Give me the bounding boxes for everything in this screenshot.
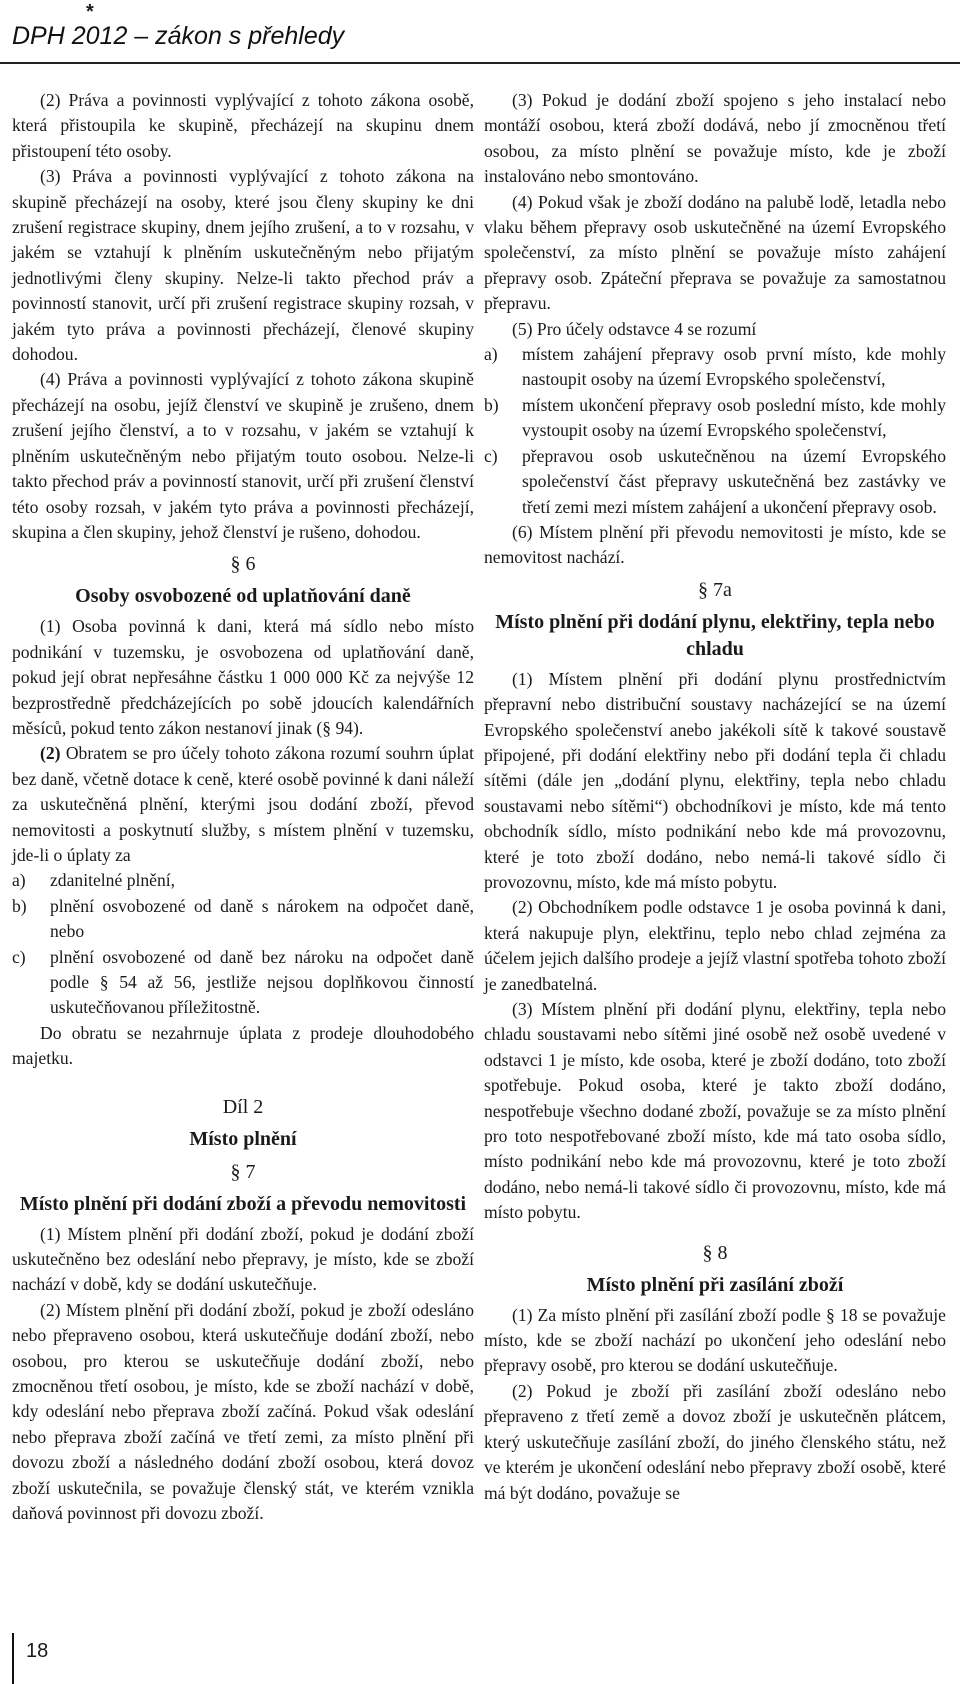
part-title: Místo plnění bbox=[189, 1127, 297, 1150]
paragraph: (2) Pokud je zboží při zasílání zboží odesláno nebo přepraveno z třetí země a dovoz zboží je uskutečněn plátcem, který uskutečňuje zasílání zboží, do jiného členského státu, než ve kterém je ukončení odeslání nebo přepravy zboží osobě, které má být dodáno, považuje se bbox=[484, 1380, 946, 1503]
list-label: c) bbox=[484, 445, 498, 466]
list-label: a) bbox=[12, 870, 26, 891]
page-header bbox=[0, 0, 960, 60]
section-heading: Osoby osvobozené od uplatňování daně bbox=[75, 585, 411, 608]
section-heading: Místo plnění při zasílání zboží bbox=[586, 1273, 844, 1296]
list-item bbox=[12, 945, 474, 1021]
paragraph: (1) Místem plnění při dodání zboží, pokud je dodání zboží uskutečněno bez odeslání nebo přepravy, je místo, kde se zboží nachází v době, kdy se dodání uskutečňuje. bbox=[12, 1223, 474, 1295]
list-label: b) bbox=[484, 394, 499, 415]
section-heading: Místo plnění při dodání zboží a převodu nemovitosti bbox=[19, 1192, 467, 1215]
paragraph: (5) Pro účely odstavce 4 se rozumí bbox=[512, 318, 757, 339]
paragraph: (4) Pokud však je zboží dodáno na palubě lodě, letadla nebo vlaku během přepravy osob uskutečněné na území Evropského společenství, za místo plnění se považuje místo zahájení přepravy osob. Zpáteční přeprava se považuje za samostatnou přepravu. bbox=[484, 191, 946, 314]
list-text: plnění osvobozené od daně s nárokem na odpočet daně, nebo bbox=[50, 895, 474, 942]
paragraph: (1) Za místo plnění při zasílání zboží podle § 18 se považuje místo, kde se zboží nachází po ukončení jeho odeslání nebo přepravy osobě, pro kterou se dodání uskutečňuje. bbox=[484, 1304, 946, 1376]
paragraph: (1) Osoba povinná k dani, která má sídlo nebo místo podnikání v tuzemsku, je osvobozena od uplatňování daně, pokud její obrat nepřesáhne částku 1 000 000 Kč za nejvýše 12 bezprostředně předcházejících po sobě jdoucích kalendářních měsíců, pokud tento zákon nestanoví jinak (§ 94). bbox=[12, 616, 474, 738]
paragraph: (1) Místem plnění při dodání plynu prostřednictvím přepravní nebo distribuční soustavy nacházející se na území Evropského společenství anebo jakékoli sítě k takové soustavě připojené, při dodání elektřiny nebo při dodání tepla či chladu sítěmi (dále jen „dodání plynu, elektřiny, tepla nebo chladu soustavami nebo sítěmi“) obchodníkovi je místo, kde má tento obchodník sídlo, místo podnikání nebo kde má provozovnu, které je toto zboží dodáno, nebo nemá-li takové sídlo či provozovnu, místo, kde má místo pobytu. bbox=[484, 668, 946, 892]
list-text: zdanitelné plnění, bbox=[50, 870, 176, 891]
section-number: § 6 bbox=[230, 553, 256, 576]
paragraph-text: Obratem se pro účely tohoto zákona rozumí souhrn úplat bez daně, včetně dotace k ceně, které osobě povinné k dani náleží za uskutečněná plnění, kterými jsou dodání zboží, převod nemovitosti a poskytnutí služby, s místem plnění v tuzemsku, jde-li o úplaty za bbox=[12, 743, 474, 865]
page-number: 18 bbox=[26, 1640, 49, 1662]
paragraph: (2) Místem plnění při dodání zboží, pokud je zboží odesláno nebo přepraveno osobou, která uskutečňuje dodání zboží, nebo osobou, pro kterou se uskutečňuje dodání zboží, nebo zmocněnou třetí osobou, je místo, kde se zboží nachází v době, kdy odeslání nebo přeprava zboží začíná. Pokud však odeslání nebo přeprava zboží začíná ve třetí zemi, za místo plnění při dovozu zboží a následného dodání zboží osobou, která dovoz zboží uskutečnila, se považuje členský stát, ve kterém vznikla daňová povinnost při dovozu zboží. bbox=[12, 1299, 474, 1524]
footer-rule bbox=[12, 1633, 14, 1684]
paragraph: (4) Práva a povinnosti vyplývající z tohoto zákona skupině přecházejí na osobu, jejíž členství ve skupině je zrušeno, dnem zrušení jejího členství, a to v rozsahu, v jakém se vztahují k plněním uskutečněným nebo přijatým touto osobou. Nelze-li takto přechod práv a povinností stanovit, určí při zrušení členství této osoby rozsah, v jakém tyto práva a povinnosti přecházejí, skupina a člen skupiny, jehož členství je rušeno, dohodou. bbox=[12, 369, 474, 542]
paragraph: (2) Obchodníkem podle odstavce 1 je osoba povinná k dani, která nakupuje plyn, elektřinu, teplo nebo chlad zejména za účelem jejich dalšího prodeje a jejíž vlastní spotřeba tohoto zboží je zanedbatelná. bbox=[484, 897, 946, 994]
paragraph: (3) Místem plnění při dodání plynu, elektřiny, tepla nebo chladu soustavami nebo sítěmi jiné osobě než osobě uvedené v odstavci 1 je místo, kde osoba, které je zboží dodáno, toto zboží spotřebuje. Pokud osoba, které je takto zboží dodáno, nespotřebuje všechno dodané zboží, považuje se za místo plnění pro toto nespotřebované zboží místo, kde má tato osoba sídlo, místo podnikání nebo kde má provozovnu, které je toto zboží dodáno, nebo nemá-li takové sídlo či provozovnu, místo, kde má místo pobytu. bbox=[484, 999, 946, 1223]
list-text: plnění osvobozené od daně bez nároku na odpočet daně podle § 54 až 56, jestliže nejsou doplňkovou činností uskutečňovanou příležitostně. bbox=[50, 946, 474, 1018]
section-number: § 8 bbox=[702, 1241, 728, 1264]
paragraph: (6) Místem plnění při převodu nemovitosti je místo, kde se nemovitost nachází. bbox=[484, 521, 946, 568]
list-label: a) bbox=[484, 344, 498, 365]
paragraph: (3) Práva a povinnosti vyplývající z tohoto zákona na skupině přecházejí na osoby, které jsou členy skupiny ke dni zrušení registrace skupiny, dnem jejího zrušení, a to v rozsahu, v jakém se vztahují k plněním uskutečněným nebo přijatým jednotlivými členy skupiny. Nelze-li takto přechod práv a povinností stanovit, určí při zrušení registrace skupiny rozsah, v jakém tyto práva a povinnosti přecházejí, členové skupiny dohodou. bbox=[12, 166, 474, 365]
right-column bbox=[484, 88, 946, 1506]
list-item bbox=[484, 393, 946, 444]
header-rule bbox=[0, 62, 960, 64]
paragraph bbox=[12, 741, 474, 868]
list-text: místem ukončení přepravy osob poslední místo, kde mohly vystoupit osoby na území Evropského společenství, bbox=[522, 394, 946, 441]
section-number: § 7a bbox=[698, 578, 732, 601]
section-number: § 7 bbox=[230, 1160, 256, 1183]
list-item bbox=[484, 444, 946, 520]
header-star: * bbox=[86, 1, 94, 23]
paragraph-number: (2) bbox=[40, 743, 61, 764]
paragraph: (2) Práva a povinnosti vyplývající z tohoto zákona osobě, která přistoupila ke skupině, přecházejí na skupinu dnem přistoupení této osoby. bbox=[12, 90, 474, 161]
section-heading: Místo plnění při dodání plynu, elektřiny, tepla nebo chladu bbox=[495, 610, 935, 660]
list-item bbox=[12, 894, 474, 945]
list-item bbox=[12, 868, 474, 893]
part-number: Díl 2 bbox=[222, 1095, 264, 1118]
running-title: DPH 2012 – zákon s přehledy bbox=[12, 22, 345, 50]
left-column bbox=[12, 88, 474, 1527]
paragraph: Do obratu se nezahrnuje úplata z prodeje dlouhodobého majetku. bbox=[12, 1022, 474, 1069]
list-item bbox=[484, 342, 946, 393]
list-text: místem zahájení přepravy osob první místo, kde mohly nastoupit osoby na území Evropského společenství, bbox=[522, 344, 946, 390]
list-label: c) bbox=[12, 946, 26, 967]
list-label: b) bbox=[12, 895, 27, 916]
paragraph: (3) Pokud je dodání zboží spojeno s jeho instalací nebo montáží osobou, která zboží dodává, nebo jí zmocněnou třetí osobou, za místo plnění se považuje místo, kde je zboží instalováno nebo smontováno. bbox=[484, 90, 946, 187]
list-text: přepravou osob uskutečněnou na území Evropského společenství část přepravy uskutečněná bez zastávky ve třetí zemi mezi místem zahájení a ukončení přepravy osob. bbox=[522, 445, 946, 517]
